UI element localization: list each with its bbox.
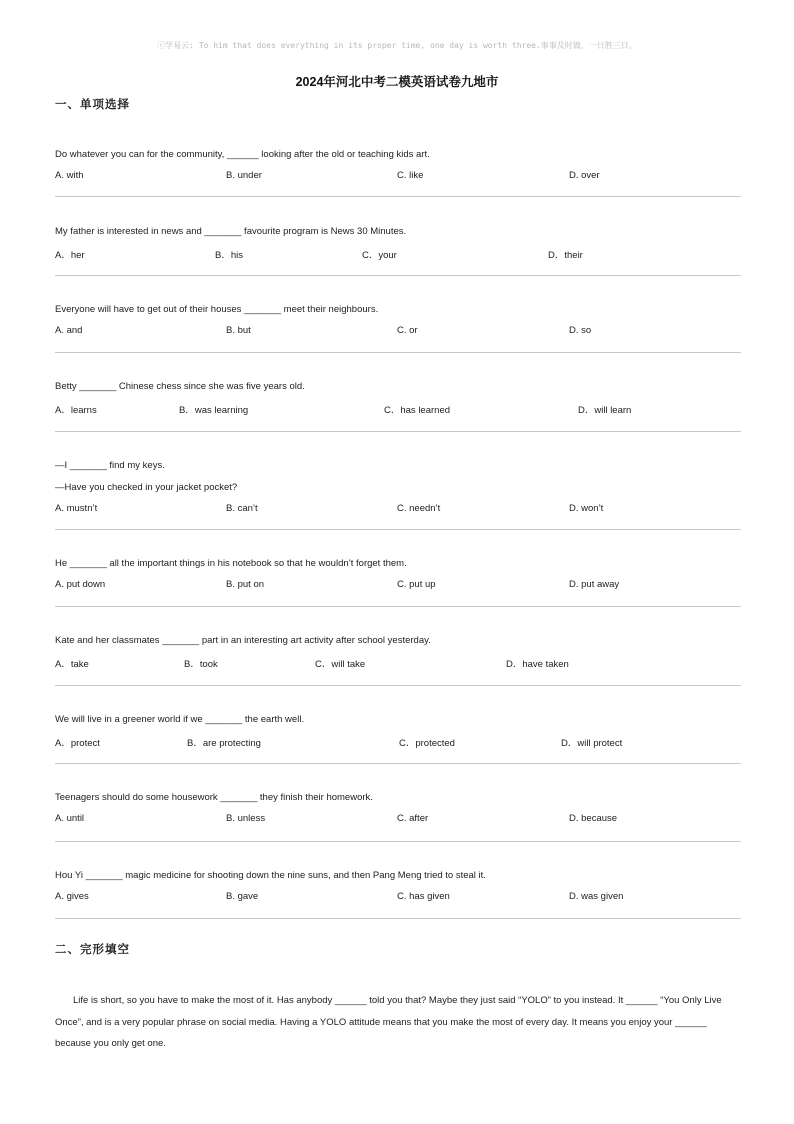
question-stem-line2: —Have you checked in your jacket pocket? <box>55 482 238 493</box>
cloze-passage <box>55 990 741 1055</box>
question-stem: —I _______ find my keys. <box>55 460 165 471</box>
question-divider <box>55 918 741 919</box>
question-divider <box>55 431 741 432</box>
option-b[interactable]: B．took <box>184 659 218 670</box>
option-a[interactable]: A．protect <box>55 738 100 749</box>
option-b[interactable]: B. but <box>226 325 251 336</box>
option-c[interactable]: C. needn’t <box>397 503 441 514</box>
question-item <box>55 460 741 514</box>
passage-text: Life is short, so you have to make the most of it. Has anybody ______ told you that? Maybe they just said “YOLO” to you instead. It ______ “You Only Live Once”, and is a very popular phrase on social media. Having a YOLO attitude means that you make the most of every day. It means you enjoy your ______ because you only get one. <box>55 995 722 1049</box>
question-divider <box>55 841 741 842</box>
option-a[interactable]: A．learns <box>55 405 97 416</box>
question-stem: Everyone will have to get out of their houses _______ meet their neighbours. <box>55 304 379 315</box>
question-divider <box>55 275 741 276</box>
question-item <box>55 226 741 261</box>
option-c[interactable]: C. or <box>397 325 418 336</box>
question-item <box>55 792 741 824</box>
option-a[interactable]: A. put down <box>55 579 106 590</box>
option-c[interactable]: C. like <box>397 170 424 181</box>
option-d[interactable]: D. put away <box>569 579 620 590</box>
question-divider <box>55 763 741 764</box>
question-item <box>55 149 741 181</box>
option-d[interactable]: D．will learn <box>578 405 632 416</box>
option-b[interactable]: B. under <box>226 170 262 181</box>
option-c[interactable]: C．protected <box>399 738 455 749</box>
watermark: ⓒ学易云: To him that does everything in its proper time, one day is worth three.事事及时做，一日胜三日。 <box>157 41 637 50</box>
option-a[interactable]: A. gives <box>55 891 89 902</box>
option-b[interactable]: B．was learning <box>179 405 249 416</box>
question-stem: Kate and her classmates _______ part in an interesting art activity after school yesterday. <box>55 635 431 646</box>
section-heading-1: 一、单项选择 <box>55 97 130 111</box>
question-stem: Teenagers should do some housework _______ they finish their homework. <box>55 792 373 803</box>
option-d[interactable]: D．have taken <box>506 659 569 670</box>
option-a[interactable]: A. until <box>55 813 85 824</box>
question-stem: He _______ all the important things in his notebook so that he wouldn’t forget them. <box>55 558 407 569</box>
option-d[interactable]: D．their <box>548 250 583 261</box>
question-stem: Do whatever you can for the community, ______ looking after the old or teaching kids art. <box>55 149 430 160</box>
option-d[interactable]: D. was given <box>569 891 624 902</box>
question-item <box>55 304 741 336</box>
option-b[interactable]: B. put on <box>226 579 265 590</box>
section-heading-2: 二、完形填空 <box>55 942 130 956</box>
option-c[interactable]: C．will take <box>315 659 366 670</box>
question-stem: We will live in a greener world if we _______ the earth well. <box>55 714 305 725</box>
question-item <box>55 635 741 670</box>
option-b[interactable]: B. can’t <box>226 503 258 514</box>
question-divider <box>55 352 741 353</box>
option-b[interactable]: B．his <box>215 250 243 261</box>
question-divider <box>55 196 741 197</box>
question-item <box>55 714 741 749</box>
option-c[interactable]: C. after <box>397 813 429 824</box>
option-a[interactable]: A．her <box>55 250 85 261</box>
question-item <box>55 381 741 416</box>
question-stem: My father is interested in news and _______ favourite program is News 30 Minutes. <box>55 226 407 237</box>
question-item <box>55 870 741 902</box>
option-a[interactable]: A. with <box>55 170 84 181</box>
option-b[interactable]: B．are protecting <box>187 738 261 749</box>
option-b[interactable]: B. unless <box>226 813 266 824</box>
option-d[interactable]: D. won’t <box>569 503 604 514</box>
option-a[interactable]: A. mustn’t <box>55 503 98 514</box>
option-c[interactable]: C．your <box>362 250 397 261</box>
option-d[interactable]: D. so <box>569 325 592 336</box>
option-c[interactable]: C. has given <box>397 891 450 902</box>
option-d[interactable]: D. because <box>569 813 618 824</box>
option-c[interactable]: C. put up <box>397 579 436 590</box>
question-item <box>55 558 741 590</box>
question-stem: Betty _______ Chinese chess since she was five years old. <box>55 381 305 392</box>
option-b[interactable]: B. gave <box>226 891 259 902</box>
option-c[interactable]: C．has learned <box>384 405 451 416</box>
option-a[interactable]: A. and <box>55 325 83 336</box>
question-divider <box>55 606 741 607</box>
option-d[interactable]: D．will protect <box>561 738 623 749</box>
question-divider <box>55 529 741 530</box>
page-title: 2024年河北中考二模英语试卷九地市 <box>295 75 499 89</box>
option-d[interactable]: D. over <box>569 170 600 181</box>
option-a[interactable]: A．take <box>55 659 89 670</box>
question-stem: Hou Yi _______ magic medicine for shooting down the nine suns, and then Pang Meng tried to steal it. <box>55 870 486 881</box>
question-divider <box>55 685 741 686</box>
